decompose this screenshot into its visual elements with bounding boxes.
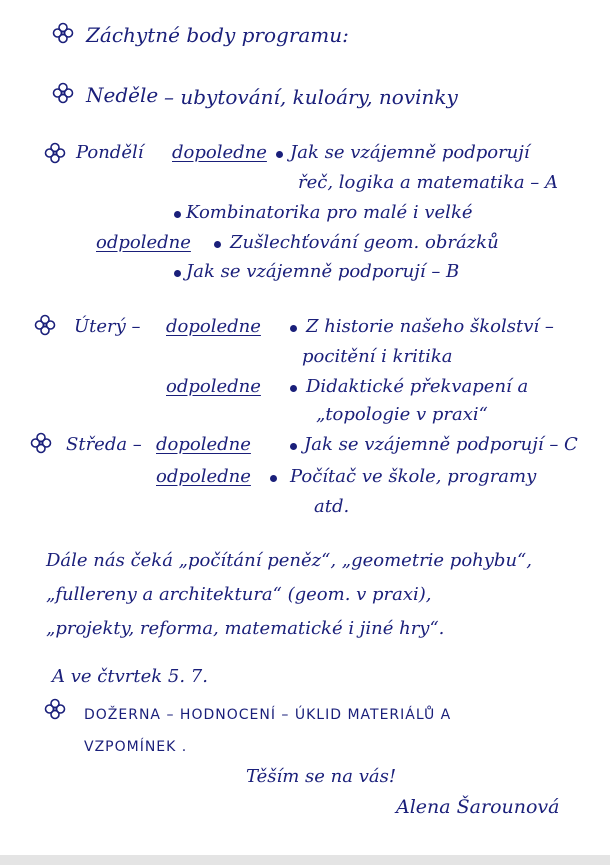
signature: Alena Šarounová [396, 796, 560, 818]
tuesday-day: Úterý – [74, 316, 141, 337]
flower-icon [34, 314, 56, 336]
monday-item-1-cont: řeč, logika a matematika – A [298, 172, 559, 193]
tuesday-afternoon-label: odpoledne [166, 376, 261, 397]
monday-item-1: Jak se vzájemně podporují [290, 142, 530, 163]
wednesday-afternoon-label: odpoledne [156, 466, 251, 487]
paragraph-line-1: Dále nás čeká „počítání peněz“, „geometrie pohybu“, [46, 550, 532, 571]
dot-icon [270, 475, 277, 482]
monday-day: Pondělí [76, 142, 144, 163]
dot-icon [290, 385, 297, 392]
dot-icon [214, 241, 221, 248]
sunday-day: Neděle [86, 83, 159, 107]
greeting: Těším se na vás! [246, 766, 397, 787]
flower-icon [44, 698, 66, 720]
wednesday-day: Středa – [66, 434, 142, 455]
flower-icon [52, 82, 74, 104]
dot-icon [276, 151, 283, 158]
monday-afternoon-item-1: Zušlechťování geom. obrázků [230, 232, 499, 253]
tuesday-morning-line-1: Z historie našeho školství – [306, 316, 554, 337]
dot-icon [174, 211, 181, 218]
wednesday-afternoon-line-1: Počítač ve škole, programy [290, 466, 537, 487]
closing-line-2: VZPOMÍNEK . [84, 739, 188, 755]
scan-edge [0, 855, 610, 865]
monday-afternoon-item-2: Jak se vzájemně podporují – B [186, 261, 460, 282]
tuesday-morning-label: dopoledne [166, 316, 261, 337]
monday-morning-label: dopoledne [172, 142, 267, 163]
paragraph-line-2: „fullereny a architektura“ (geom. v praxi), [46, 584, 432, 605]
dot-icon [290, 443, 297, 450]
dot-icon [174, 270, 181, 277]
closing-line-1: DOŽERNA – HODNOCENÍ – ÚKLID MATERIÁLŮ A [84, 707, 452, 723]
monday-item-2: Kombinatorika pro malé i velké [186, 202, 473, 223]
wednesday-morning-label: dopoledne [156, 434, 251, 455]
flower-icon [44, 142, 66, 164]
monday-afternoon-label: odpoledne [96, 232, 191, 253]
dot-icon [290, 325, 297, 332]
flower-icon [52, 22, 74, 44]
sunday-text: – ubytování, kuloáry, novinky [164, 85, 458, 109]
tuesday-afternoon-line-1: Didaktické překvapení a [306, 376, 529, 397]
tuesday-afternoon-line-2: „topologie v praxi“ [316, 404, 488, 425]
wednesday-morning-text: Jak se vzájemně podporují – C [304, 434, 578, 455]
tuesday-morning-line-2: pocitění i kritika [302, 346, 453, 367]
paragraph-line-3: „projekty, reforma, matematické i jiné hry“. [46, 618, 445, 639]
thursday-line: A ve čtvrtek 5. 7. [52, 666, 208, 687]
program-heading: Záchytné body programu: [86, 23, 349, 47]
wednesday-afternoon-line-2: atd. [314, 496, 350, 517]
flower-icon [30, 432, 52, 454]
